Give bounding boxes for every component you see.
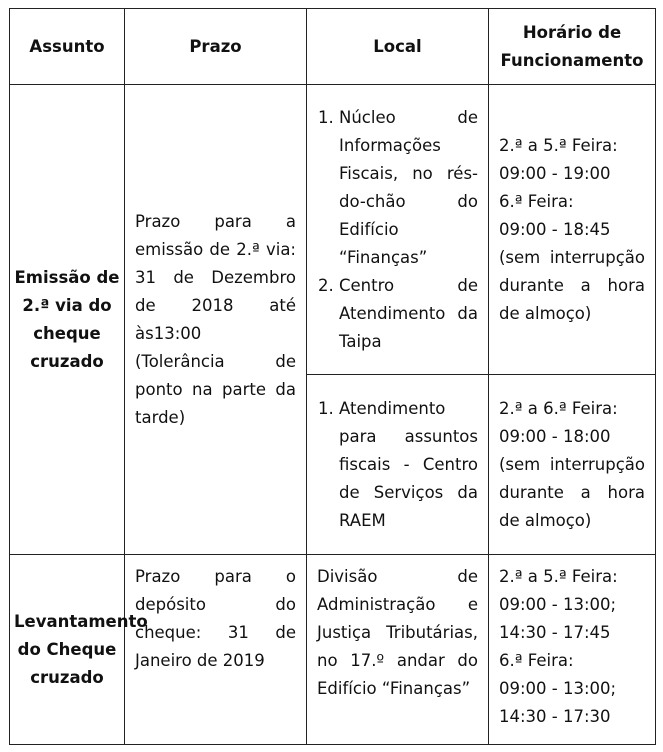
table-row bbox=[10, 555, 656, 745]
deadline-cell: Prazo para a emissão de 2.ª via: 31 de Dezembro de 2018 até às13:00 (Tolerância de ponto na parte da tarde) bbox=[125, 85, 307, 555]
location-cell bbox=[307, 85, 489, 375]
header-location: Local bbox=[307, 9, 489, 85]
hours-line: 6.ª Feira: bbox=[499, 651, 574, 670]
hours-line: (sem interrupção durante a hora de almoço) bbox=[499, 454, 645, 530]
location-cell: Divisão de Administração e Justiça Tributárias, no 17.º andar do Edifício “Finanças” bbox=[307, 555, 489, 745]
header-row bbox=[10, 9, 656, 85]
list-item: 1. Atendimento para assuntos fiscais - Centro de Serviços da RAEM bbox=[339, 395, 478, 535]
hours-line: (sem interrupção durante a hora de almoço) bbox=[499, 247, 645, 323]
header-subject: Assunto bbox=[10, 9, 125, 85]
header-deadline: Prazo bbox=[125, 9, 307, 85]
hours-line: 14:30 - 17:45 bbox=[499, 623, 611, 642]
location-list bbox=[317, 104, 478, 356]
subject-cell: Levantamento do Cheque cruzado bbox=[10, 555, 125, 745]
hours-line: 14:30 - 17:30 bbox=[499, 707, 611, 726]
hours-line: 2.ª a 5.ª Feira: bbox=[499, 135, 618, 155]
hours-line: 2.ª a 5.ª Feira: bbox=[499, 567, 618, 586]
location-cell bbox=[307, 375, 489, 555]
hours-line: 2.ª a 6.ª Feira: bbox=[499, 398, 618, 418]
subject-cell: Emissão de 2.ª via do cheque cruzado bbox=[10, 85, 125, 555]
hours-cell bbox=[489, 555, 656, 745]
list-item: 1. Núcleo de Informações Fiscais, no rés-do-chão do Edifício “Finanças” bbox=[339, 104, 478, 272]
hours-line: 09:00 - 18:00 bbox=[499, 426, 611, 446]
hours-line: 09:00 - 18:45 bbox=[499, 219, 611, 239]
table-row bbox=[10, 85, 656, 375]
hours-cell bbox=[489, 375, 656, 555]
list-item: 2. Centro de Atendimento da Taipa bbox=[339, 272, 478, 356]
hours-line: 09:00 - 13:00; bbox=[499, 679, 617, 698]
hours-line: 6.ª Feira: bbox=[499, 191, 574, 211]
schedule-table bbox=[9, 8, 656, 745]
location-list bbox=[317, 395, 478, 535]
hours-line: 09:00 - 19:00 bbox=[499, 163, 611, 183]
header-hours: Horário de Funcionamento bbox=[489, 9, 656, 85]
hours-cell bbox=[489, 85, 656, 375]
deadline-cell: Prazo para o depósito do cheque: 31 de Janeiro de 2019 bbox=[125, 555, 307, 745]
hours-line: 09:00 - 13:00; bbox=[499, 595, 617, 614]
